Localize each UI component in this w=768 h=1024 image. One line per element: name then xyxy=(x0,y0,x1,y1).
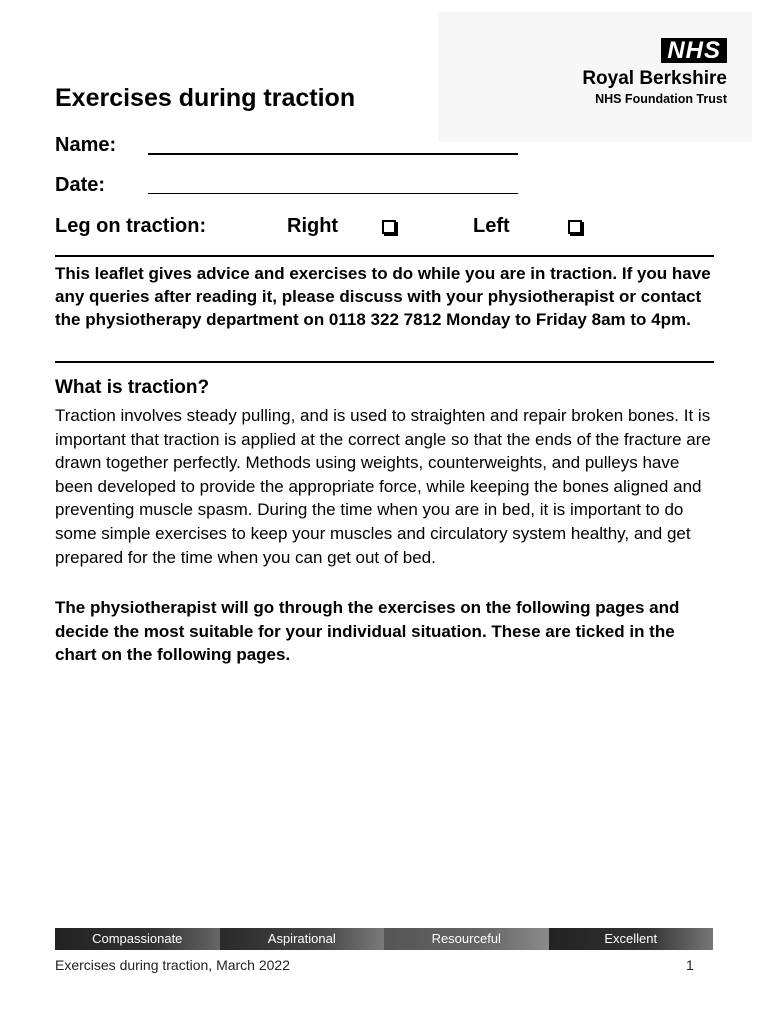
date-label: Date: xyxy=(55,174,106,196)
page-number: 1 xyxy=(686,957,694,973)
section-body: Traction involves steady pulling, and is used to straighten and repair broken bones. It is important that traction is applied at the correct angle so that the ends of the fracture are drawn together perfectly. Methods using weights, counterweights, and pulleys have been developed to provide the appropriate force, while keeping the bones aligned and preventing muscle spasm. During the time when you are in bed, it is important to do some simple exercises to keep your muscles and circulatory system healthy, and get prepared for the time when you can get out of bed. xyxy=(55,406,711,567)
intro-paragraph: This leaflet gives advice and exercises to do while you are in traction. If you have any queries after reading it, please discuss with your physiotherapist or contact the physiotherapy department on 0118 322 7812 Monday to Friday 8am to 4pm. xyxy=(55,264,711,329)
value-resourceful: Resourceful xyxy=(384,928,549,950)
trust-values-bar xyxy=(55,928,713,950)
trust-subtitle: NHS Foundation Trust xyxy=(595,92,727,106)
name-label: Name: xyxy=(55,134,117,156)
value-aspirational: Aspirational xyxy=(220,928,385,950)
right-leg-checkbox[interactable] xyxy=(382,220,396,234)
section-heading: What is traction? xyxy=(55,377,210,398)
trust-logo xyxy=(438,12,752,142)
right-leg-label: Right xyxy=(287,215,339,237)
trust-name: Royal Berkshire xyxy=(582,68,727,89)
leg-on-traction-label: Leg on traction: xyxy=(55,215,207,237)
date-field[interactable] xyxy=(148,193,518,194)
left-leg-label: Left xyxy=(473,215,510,237)
name-field[interactable] xyxy=(148,153,518,155)
page-title: Exercises during traction xyxy=(55,84,356,112)
divider-top xyxy=(55,255,714,257)
nhs-logo-badge: NHS xyxy=(661,38,727,63)
divider-bottom xyxy=(55,361,714,363)
section-bold-note: The physiotherapist will go through the exercises on the following pages and decide the most suitable for your individual situation. These are ticked in the chart on the following pages. xyxy=(55,598,680,665)
left-leg-checkbox[interactable] xyxy=(568,220,582,234)
value-compassionate: Compassionate xyxy=(55,928,220,950)
footer-document-title: Exercises during traction, March 2022 xyxy=(55,957,290,973)
value-excellent: Excellent xyxy=(549,928,714,950)
